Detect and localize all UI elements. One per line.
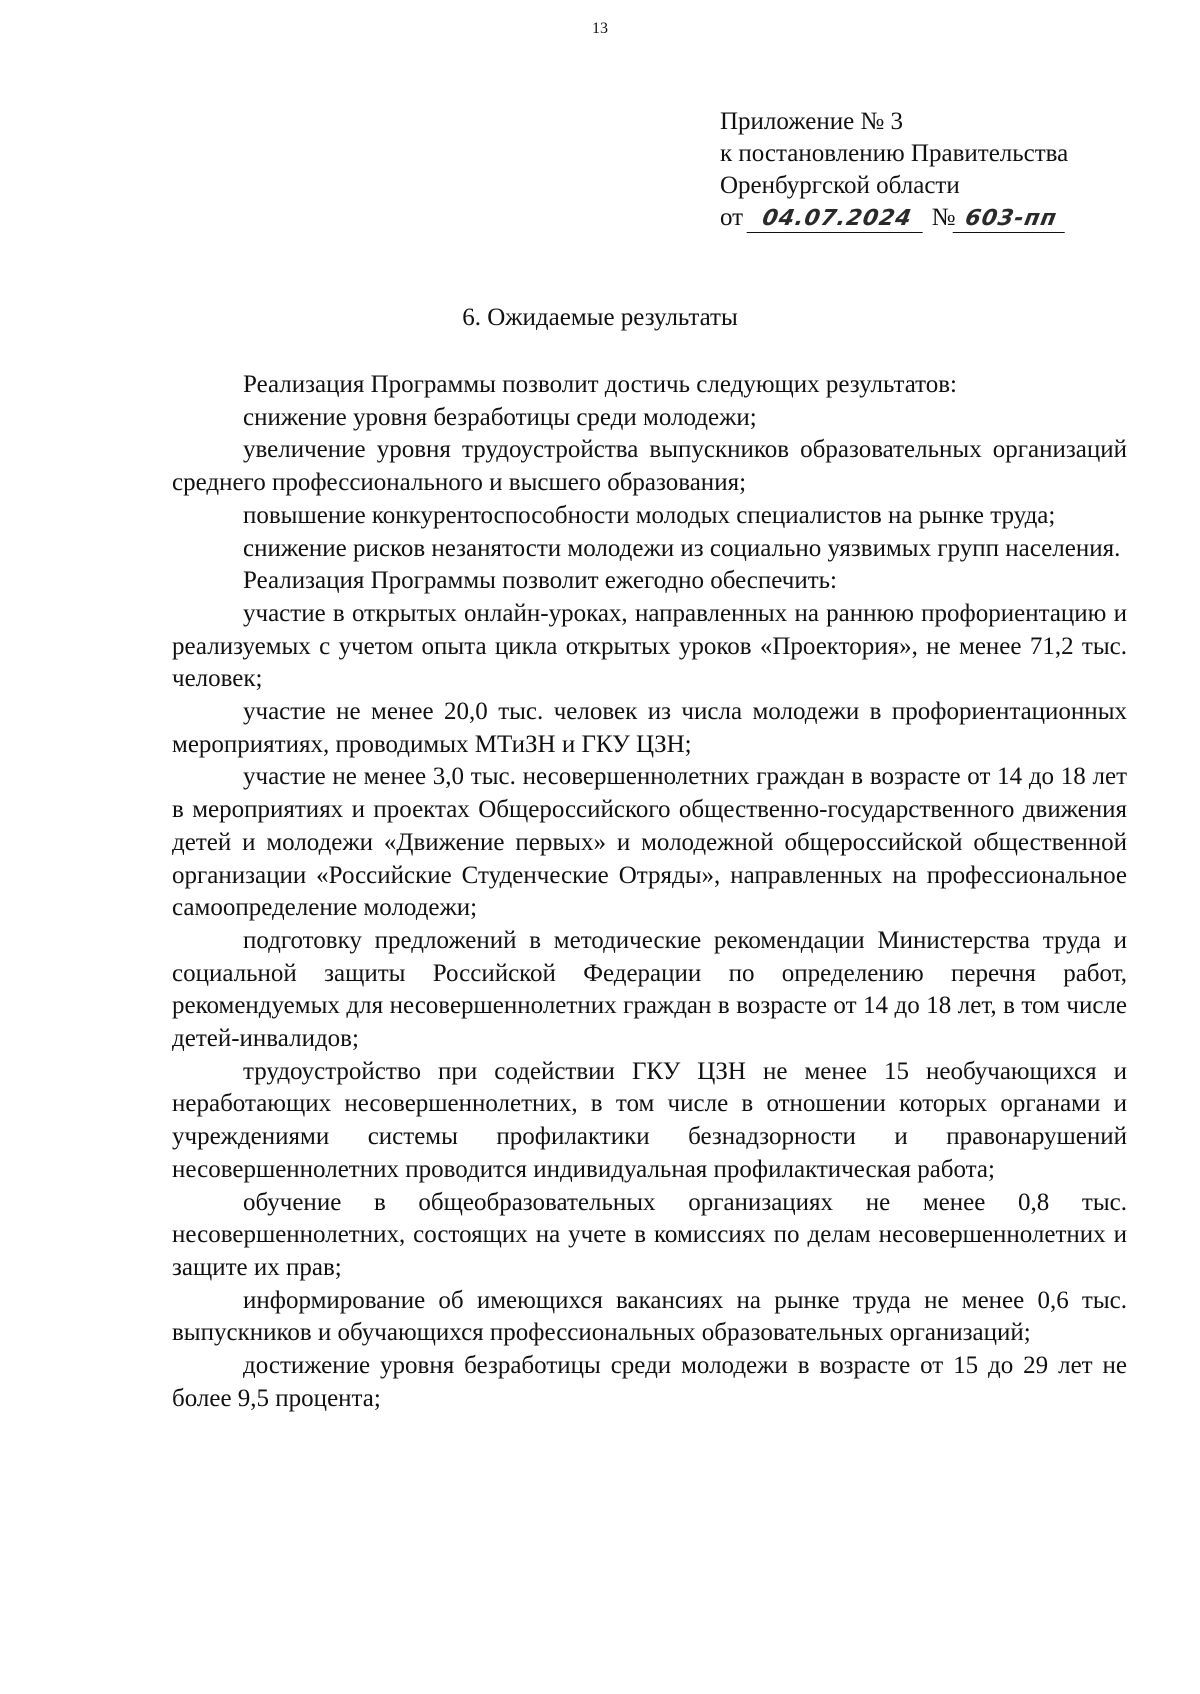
handwritten-date: 04.07.2024 <box>747 206 928 233</box>
paragraph: информирование об имеющихся вакансиях на рынке труда не менее 0,6 тыс. выпускников и обучающихся профессиональных образовательных организаций; <box>172 1286 1127 1347</box>
body-text <box>172 369 1127 1416</box>
paragraph: обучение в общеобразовательных организациях не менее 0,8 тыс. несовершеннолетних, состоящих на учете в комиссиях по делам несовершеннолетних и защите их прав; <box>172 1188 1127 1281</box>
appendix-reference: к постановлению Правительства <box>720 140 1069 167</box>
number-prefix: № <box>931 204 956 231</box>
paragraph: подготовку предложений в методические рекомендации Министерства труда и социальной защиты Российской Федерации по определению перечня работ, рекомендуемых для несовершеннолетних граждан в возрасте от 14 до 18 лет, в том числе детей-инвалидов; <box>172 926 1127 1053</box>
appendix-region: Оренбургской области <box>720 172 960 199</box>
paragraph: участие не менее 20,0 тыс. человек из числа молодежи в профориентационных мероприятиях, проводимых МТиЗН и ГКУ ЦЗН; <box>172 698 1127 758</box>
appendix-block <box>720 106 1068 234</box>
page-number: 13 <box>592 20 608 37</box>
paragraph: увеличение уровня трудоустройства выпускников образовательных организаций среднего профессионального и высшего образования; <box>172 436 1127 497</box>
section-title: 6. Ожидаемые результаты <box>462 304 738 331</box>
paragraph: снижение уровня безработицы среди молодежи; <box>243 403 757 431</box>
appendix-title: Приложение № 3 <box>720 108 904 135</box>
paragraph: снижение рисков незанятости молодежи из социально уязвимых групп населения. <box>243 534 1121 562</box>
paragraph: достижение уровня безработицы среди молодежи в возрасте от 15 до 29 лет не более 9,5 процента; <box>172 1352 1127 1412</box>
paragraph: трудоустройство при содействии ГКУ ЦЗН не менее 15 необучающихся и неработающих несовершеннолетних, в том числе в отношении которых органами и учреждениями системы профилактики безнадзорности и правонарушений несовершеннолетних проводится индивидуальная профилактическая работа; <box>172 1057 1127 1183</box>
paragraph: участие не менее 3,0 тыс. несовершеннолетних граждан в возрасте от 14 до 18 лет в мероприятиях и проектах Общероссийского общественно-государственного движения детей и молодежи «Движение первых» и молодежной общероссийской общественной организации «Российские Студенческие Отряды», направленных на профессиональное самоопределение молодежи; <box>172 763 1127 922</box>
date-prefix: от <box>720 204 744 231</box>
handwritten-number: 603-пп <box>953 206 1070 233</box>
paragraph: Реализация Программы позволит ежегодно обеспечить: <box>243 567 837 595</box>
paragraph: участие в открытых онлайн-уроках, направленных на раннюю профориентацию и реализуемых с учетом опыта цикла открытых уроков «Проектория», не менее 71,2 тыс. человек; <box>172 599 1127 693</box>
paragraph: повышение конкурентоспособности молодых специалистов на рынке труда; <box>243 501 1056 529</box>
appendix-date-line <box>720 202 1068 234</box>
paragraph: Реализация Программы позволит достичь следующих результатов: <box>243 371 957 398</box>
